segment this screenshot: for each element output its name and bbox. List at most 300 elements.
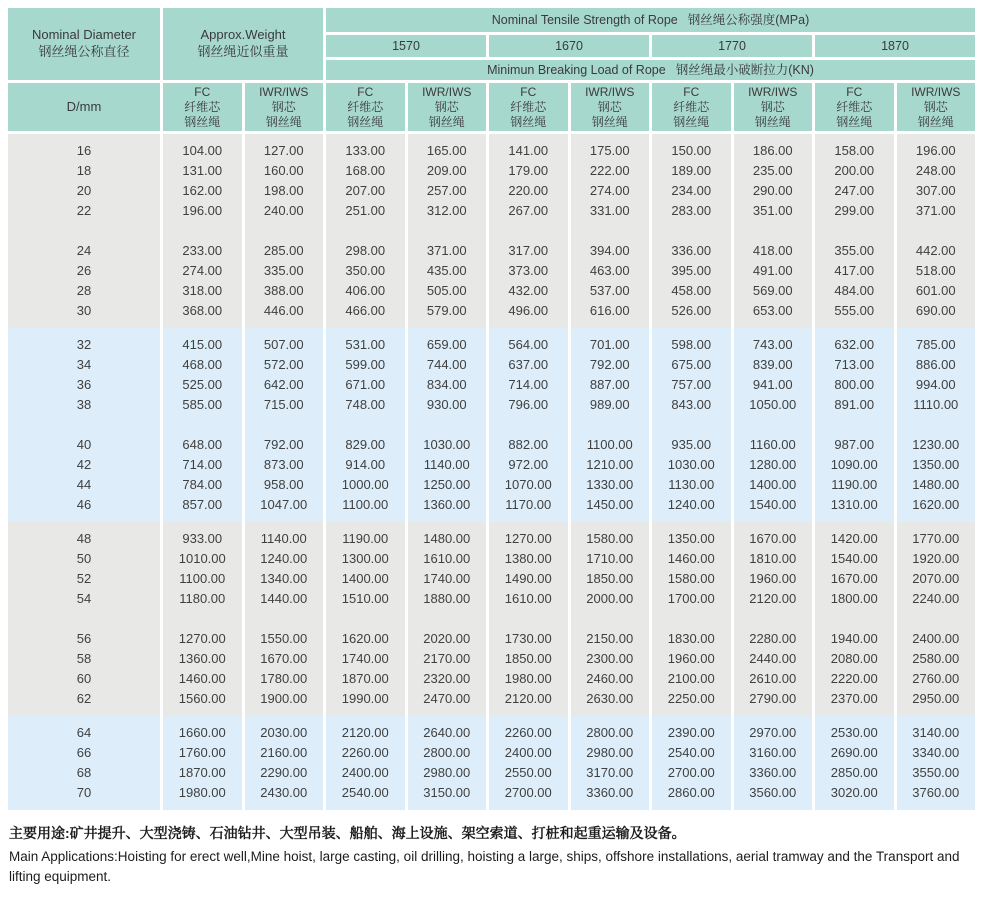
value-cell: 209.00 <box>408 161 487 181</box>
value-cell: 189.00 <box>652 161 731 181</box>
value-cell: 659.00 <box>408 335 487 355</box>
value-cell: 1510.00 <box>326 589 405 609</box>
value-cell: 371.00 <box>408 241 487 261</box>
value-cell: 784.00 <box>163 475 242 495</box>
diameter-cell: 26 <box>8 261 160 281</box>
value-cell: 2260.00 <box>326 743 405 763</box>
value-cell: 131.00 <box>163 161 242 181</box>
spacer-cell <box>245 515 324 522</box>
value-cell: 335.00 <box>245 261 324 281</box>
spacer-cell <box>734 134 813 141</box>
table-header <box>8 8 975 131</box>
value-cell: 160.00 <box>245 161 324 181</box>
value-cell: 406.00 <box>326 281 405 301</box>
value-cell: 1540.00 <box>734 495 813 515</box>
value-cell: 207.00 <box>326 181 405 201</box>
spacer-cell <box>326 609 405 629</box>
value-cell: 564.00 <box>489 335 568 355</box>
value-cell: 1110.00 <box>897 395 976 415</box>
spacer-cell <box>652 515 731 522</box>
spacer-cell <box>734 321 813 328</box>
spacer-cell <box>897 134 976 141</box>
spacer-cell <box>326 515 405 522</box>
value-cell: 1460.00 <box>163 669 242 689</box>
spacer-cell <box>734 709 813 716</box>
value-cell: 165.00 <box>408 141 487 161</box>
spacer-cell <box>163 522 242 529</box>
spacer-cell <box>489 716 568 723</box>
value-cell: 2300.00 <box>571 649 650 669</box>
value-cell: 1380.00 <box>489 549 568 569</box>
spacer-cell <box>8 609 160 629</box>
value-cell: 1140.00 <box>245 529 324 549</box>
value-cell: 2070.00 <box>897 569 976 589</box>
value-cell: 1990.00 <box>326 689 405 709</box>
value-cell: 1900.00 <box>245 689 324 709</box>
value-cell: 267.00 <box>489 201 568 221</box>
value-cell: 1000.00 <box>326 475 405 495</box>
header-breaking-load-en: Minimun Breaking Load of Rope <box>487 62 666 77</box>
value-cell: 2120.00 <box>326 723 405 743</box>
value-cell: 2580.00 <box>897 649 976 669</box>
spacer-cell <box>815 415 894 435</box>
spacer-cell <box>326 328 405 335</box>
diameter-cell: 44 <box>8 475 160 495</box>
value-cell: 435.00 <box>408 261 487 281</box>
value-cell: 1230.00 <box>897 435 976 455</box>
value-cell: 1350.00 <box>652 529 731 549</box>
spacer-cell <box>245 609 324 629</box>
spacer-cell <box>734 716 813 723</box>
value-cell: 1620.00 <box>326 629 405 649</box>
value-cell: 162.00 <box>163 181 242 201</box>
value-cell: 3160.00 <box>734 743 813 763</box>
spacer-cell <box>734 609 813 629</box>
value-cell: 601.00 <box>897 281 976 301</box>
row-block-blue <box>8 328 975 522</box>
header-nominal-diameter-zh: 钢丝绳公称直径 <box>38 44 130 59</box>
value-cell: 290.00 <box>734 181 813 201</box>
spacer-cell <box>734 522 813 529</box>
value-cell: 2030.00 <box>245 723 324 743</box>
spacer-cell <box>897 709 976 716</box>
value-cell: 1560.00 <box>163 689 242 709</box>
value-cell: 1670.00 <box>734 529 813 549</box>
value-cell: 141.00 <box>489 141 568 161</box>
value-cell: 792.00 <box>571 355 650 375</box>
value-cell: 2120.00 <box>489 689 568 709</box>
value-cell: 1610.00 <box>408 549 487 569</box>
diameter-cell: 64 <box>8 723 160 743</box>
spacer-cell <box>326 709 405 716</box>
spacer-cell <box>489 522 568 529</box>
spacer-cell <box>163 609 242 629</box>
applications-note-zh: 主要用途:矿井提升、大型浇铸、石油钻井、大型吊装、船舶、海上设施、架空索道、打桩和起重运输及设备。 <box>9 825 686 841</box>
value-cell: 2080.00 <box>815 649 894 669</box>
value-cell: 2630.00 <box>571 689 650 709</box>
value-cell: 1610.00 <box>489 589 568 609</box>
header-approx-weight-zh: 钢丝绳近似重量 <box>197 44 289 59</box>
value-cell: 2550.00 <box>489 763 568 783</box>
value-cell: 887.00 <box>571 375 650 395</box>
value-cell: 1710.00 <box>571 549 650 569</box>
value-cell: 1030.00 <box>652 455 731 475</box>
diameter-cell: 48 <box>8 529 160 549</box>
value-cell: 526.00 <box>652 301 731 321</box>
value-cell: 1870.00 <box>326 669 405 689</box>
value-cell: 572.00 <box>245 355 324 375</box>
value-cell: 886.00 <box>897 355 976 375</box>
spacer-cell <box>897 221 976 241</box>
value-cell: 468.00 <box>163 355 242 375</box>
header-iwr-1570: IWR/IWS 钢芯 钢丝绳 <box>408 83 487 131</box>
spacer-cell <box>408 415 487 435</box>
value-cell: 331.00 <box>571 201 650 221</box>
value-cell: 1490.00 <box>489 569 568 589</box>
spacer-cell <box>408 803 487 810</box>
diameter-cell: 16 <box>8 141 160 161</box>
value-cell: 3340.00 <box>897 743 976 763</box>
spacer-cell <box>245 716 324 723</box>
value-cell: 298.00 <box>326 241 405 261</box>
value-cell: 935.00 <box>652 435 731 455</box>
value-cell: 2980.00 <box>571 743 650 763</box>
spacer-cell <box>8 321 160 328</box>
spacer-cell <box>815 328 894 335</box>
value-cell: 873.00 <box>245 455 324 475</box>
value-cell: 2290.00 <box>245 763 324 783</box>
value-cell: 2160.00 <box>245 743 324 763</box>
value-cell: 1580.00 <box>652 569 731 589</box>
value-cell: 648.00 <box>163 435 242 455</box>
diameter-cell: 60 <box>8 669 160 689</box>
spacer-cell <box>245 321 324 328</box>
spacer-cell <box>326 415 405 435</box>
spacer-cell <box>571 522 650 529</box>
value-cell: 200.00 <box>815 161 894 181</box>
value-cell: 2150.00 <box>571 629 650 649</box>
diameter-cell: 54 <box>8 589 160 609</box>
value-cell: 496.00 <box>489 301 568 321</box>
value-cell: 371.00 <box>897 201 976 221</box>
value-cell: 1270.00 <box>163 629 242 649</box>
spacer-cell <box>652 716 731 723</box>
value-cell: 653.00 <box>734 301 813 321</box>
value-cell: 1980.00 <box>489 669 568 689</box>
value-cell: 463.00 <box>571 261 650 281</box>
spacer-cell <box>652 415 731 435</box>
value-cell: 1100.00 <box>571 435 650 455</box>
spacer-cell <box>326 321 405 328</box>
value-cell: 507.00 <box>245 335 324 355</box>
value-cell: 1070.00 <box>489 475 568 495</box>
value-cell: 274.00 <box>163 261 242 281</box>
spacer-cell <box>815 609 894 629</box>
value-cell: 307.00 <box>897 181 976 201</box>
spacer-cell <box>734 803 813 810</box>
value-cell: 350.00 <box>326 261 405 281</box>
value-cell: 829.00 <box>326 435 405 455</box>
value-cell: 882.00 <box>489 435 568 455</box>
header-grade-1770: 1770 <box>652 35 812 57</box>
value-cell: 748.00 <box>326 395 405 415</box>
value-cell: 1670.00 <box>815 569 894 589</box>
value-cell: 1670.00 <box>245 649 324 669</box>
value-cell: 312.00 <box>408 201 487 221</box>
value-cell: 839.00 <box>734 355 813 375</box>
spacer-cell <box>489 515 568 522</box>
value-cell: 1480.00 <box>897 475 976 495</box>
value-cell: 2240.00 <box>897 589 976 609</box>
value-cell: 800.00 <box>815 375 894 395</box>
value-cell: 531.00 <box>326 335 405 355</box>
value-cell: 2760.00 <box>897 669 976 689</box>
value-cell: 432.00 <box>489 281 568 301</box>
value-cell: 1140.00 <box>408 455 487 475</box>
value-cell: 446.00 <box>245 301 324 321</box>
value-cell: 1360.00 <box>163 649 242 669</box>
value-cell: 555.00 <box>815 301 894 321</box>
value-cell: 989.00 <box>571 395 650 415</box>
value-cell: 1480.00 <box>408 529 487 549</box>
spacer-cell <box>408 609 487 629</box>
spacer-cell <box>245 803 324 810</box>
value-cell: 458.00 <box>652 281 731 301</box>
spacer-cell <box>8 522 160 529</box>
value-cell: 179.00 <box>489 161 568 181</box>
diameter-cell: 18 <box>8 161 160 181</box>
value-cell: 1050.00 <box>734 395 813 415</box>
value-cell: 2100.00 <box>652 669 731 689</box>
value-cell: 2440.00 <box>734 649 813 669</box>
value-cell: 1240.00 <box>245 549 324 569</box>
value-cell: 2250.00 <box>652 689 731 709</box>
value-cell: 2980.00 <box>408 763 487 783</box>
value-cell: 1350.00 <box>897 455 976 475</box>
spacer-cell <box>408 321 487 328</box>
value-cell: 757.00 <box>652 375 731 395</box>
spacer-cell <box>326 716 405 723</box>
value-cell: 1270.00 <box>489 529 568 549</box>
value-cell: 2690.00 <box>815 743 894 763</box>
spacer-cell <box>245 134 324 141</box>
value-cell: 3360.00 <box>571 783 650 803</box>
value-cell: 914.00 <box>326 455 405 475</box>
value-cell: 930.00 <box>408 395 487 415</box>
value-cell: 150.00 <box>652 141 731 161</box>
value-cell: 598.00 <box>652 335 731 355</box>
value-cell: 933.00 <box>163 529 242 549</box>
value-cell: 1620.00 <box>897 495 976 515</box>
header-breaking-load-zh: 钢丝绳最小破断拉力(KN) <box>675 62 814 77</box>
spacer-cell <box>408 328 487 335</box>
spacer-cell <box>326 803 405 810</box>
spacer-cell <box>8 415 160 435</box>
value-cell: 175.00 <box>571 141 650 161</box>
row-block-grey <box>8 522 975 716</box>
spacer-cell <box>897 716 976 723</box>
value-cell: 1310.00 <box>815 495 894 515</box>
value-cell: 2970.00 <box>734 723 813 743</box>
value-cell: 2400.00 <box>326 763 405 783</box>
value-cell: 972.00 <box>489 455 568 475</box>
value-cell: 1960.00 <box>652 649 731 669</box>
value-cell: 418.00 <box>734 241 813 261</box>
value-cell: 1010.00 <box>163 549 242 569</box>
value-cell: 616.00 <box>571 301 650 321</box>
value-cell: 3140.00 <box>897 723 976 743</box>
value-cell: 1400.00 <box>326 569 405 589</box>
value-cell: 2260.00 <box>489 723 568 743</box>
spacer-cell <box>571 415 650 435</box>
header-iwr-1870: IWR/IWS 钢芯 钢丝绳 <box>897 83 976 131</box>
header-nominal-diameter <box>8 8 160 80</box>
value-cell: 317.00 <box>489 241 568 261</box>
spacer-cell <box>326 134 405 141</box>
value-cell: 579.00 <box>408 301 487 321</box>
spacer-cell <box>815 134 894 141</box>
spacer-cell <box>326 221 405 241</box>
value-cell: 3360.00 <box>734 763 813 783</box>
value-cell: 1730.00 <box>489 629 568 649</box>
value-cell: 1660.00 <box>163 723 242 743</box>
diameter-cell: 66 <box>8 743 160 763</box>
value-cell: 1360.00 <box>408 495 487 515</box>
value-cell: 240.00 <box>245 201 324 221</box>
value-cell: 1460.00 <box>652 549 731 569</box>
value-cell: 958.00 <box>245 475 324 495</box>
header-approx-weight <box>163 8 323 80</box>
spacer-cell <box>897 321 976 328</box>
spacer-cell <box>815 709 894 716</box>
value-cell: 857.00 <box>163 495 242 515</box>
value-cell: 2530.00 <box>815 723 894 743</box>
value-cell: 744.00 <box>408 355 487 375</box>
spacer-cell <box>571 609 650 629</box>
value-cell: 1870.00 <box>163 763 242 783</box>
value-cell: 1090.00 <box>815 455 894 475</box>
header-fc-1770: FC 纤维芯 钢丝绳 <box>652 83 731 131</box>
value-cell: 1420.00 <box>815 529 894 549</box>
header-iwr-weight: IWR/IWS 钢芯 钢丝绳 <box>245 83 324 131</box>
value-cell: 158.00 <box>815 141 894 161</box>
value-cell: 491.00 <box>734 261 813 281</box>
value-cell: 941.00 <box>734 375 813 395</box>
value-cell: 2950.00 <box>897 689 976 709</box>
value-cell: 1047.00 <box>245 495 324 515</box>
spacer-cell <box>163 221 242 241</box>
value-cell: 1300.00 <box>326 549 405 569</box>
spacer-cell <box>489 221 568 241</box>
spacer-cell <box>489 134 568 141</box>
value-cell: 585.00 <box>163 395 242 415</box>
value-cell: 2320.00 <box>408 669 487 689</box>
value-cell: 466.00 <box>326 301 405 321</box>
spacer-cell <box>408 709 487 716</box>
spacer-cell <box>897 515 976 522</box>
spacer-cell <box>571 321 650 328</box>
value-cell: 133.00 <box>326 141 405 161</box>
spacer-cell <box>571 515 650 522</box>
value-cell: 1880.00 <box>408 589 487 609</box>
spacer-cell <box>408 515 487 522</box>
value-cell: 299.00 <box>815 201 894 221</box>
value-cell: 1280.00 <box>734 455 813 475</box>
spacer-cell <box>163 328 242 335</box>
value-cell: 220.00 <box>489 181 568 201</box>
spacer-cell <box>245 221 324 241</box>
value-cell: 247.00 <box>815 181 894 201</box>
value-cell: 713.00 <box>815 355 894 375</box>
value-cell: 834.00 <box>408 375 487 395</box>
value-cell: 1160.00 <box>734 435 813 455</box>
spacer-cell <box>489 415 568 435</box>
value-cell: 1940.00 <box>815 629 894 649</box>
value-cell: 104.00 <box>163 141 242 161</box>
value-cell: 1440.00 <box>245 589 324 609</box>
value-cell: 987.00 <box>815 435 894 455</box>
value-cell: 1240.00 <box>652 495 731 515</box>
spacer-cell <box>326 522 405 529</box>
value-cell: 1920.00 <box>897 549 976 569</box>
header-tensile-strength-en: Nominal Tensile Strength of Rope <box>491 12 678 27</box>
diameter-cell: 58 <box>8 649 160 669</box>
value-cell: 1550.00 <box>245 629 324 649</box>
spacer-cell <box>571 328 650 335</box>
value-cell: 715.00 <box>245 395 324 415</box>
value-cell: 743.00 <box>734 335 813 355</box>
spacer-cell <box>652 709 731 716</box>
spacer-cell <box>8 803 160 810</box>
value-cell: 2170.00 <box>408 649 487 669</box>
value-cell: 3020.00 <box>815 783 894 803</box>
value-cell: 2460.00 <box>571 669 650 689</box>
value-cell: 415.00 <box>163 335 242 355</box>
header-fc-1670: FC 纤维芯 钢丝绳 <box>489 83 568 131</box>
value-cell: 632.00 <box>815 335 894 355</box>
value-cell: 484.00 <box>815 281 894 301</box>
value-cell: 196.00 <box>163 201 242 221</box>
value-cell: 234.00 <box>652 181 731 201</box>
value-cell: 642.00 <box>245 375 324 395</box>
spacer-cell <box>245 415 324 435</box>
spacer-cell <box>571 221 650 241</box>
header-iwr-1770: IWR/IWS 钢芯 钢丝绳 <box>734 83 813 131</box>
value-cell: 1190.00 <box>326 529 405 549</box>
value-cell: 671.00 <box>326 375 405 395</box>
spacer-cell <box>815 321 894 328</box>
spacer-cell <box>489 321 568 328</box>
value-cell: 1830.00 <box>652 629 731 649</box>
value-cell: 351.00 <box>734 201 813 221</box>
spacer-cell <box>571 709 650 716</box>
diameter-cell: 40 <box>8 435 160 455</box>
diameter-cell: 34 <box>8 355 160 375</box>
value-cell: 785.00 <box>897 335 976 355</box>
header-fc-1570: FC 纤维芯 钢丝绳 <box>326 83 405 131</box>
header-iwr-1670: IWR/IWS 钢芯 钢丝绳 <box>571 83 650 131</box>
value-cell: 3560.00 <box>734 783 813 803</box>
spacer-cell <box>815 221 894 241</box>
value-cell: 3760.00 <box>897 783 976 803</box>
value-cell: 1960.00 <box>734 569 813 589</box>
applications-note-en: Main Applications:Hoisting for erect well,Mine hoist, large casting, oil drilling, hoisting a large, ships, offshore installations, aerial tramway and the Transport and lifting equipment. <box>9 849 960 884</box>
diameter-cell: 62 <box>8 689 160 709</box>
value-cell: 235.00 <box>734 161 813 181</box>
value-cell: 285.00 <box>245 241 324 261</box>
spacer-cell <box>245 328 324 335</box>
row-block-grey <box>8 134 975 328</box>
